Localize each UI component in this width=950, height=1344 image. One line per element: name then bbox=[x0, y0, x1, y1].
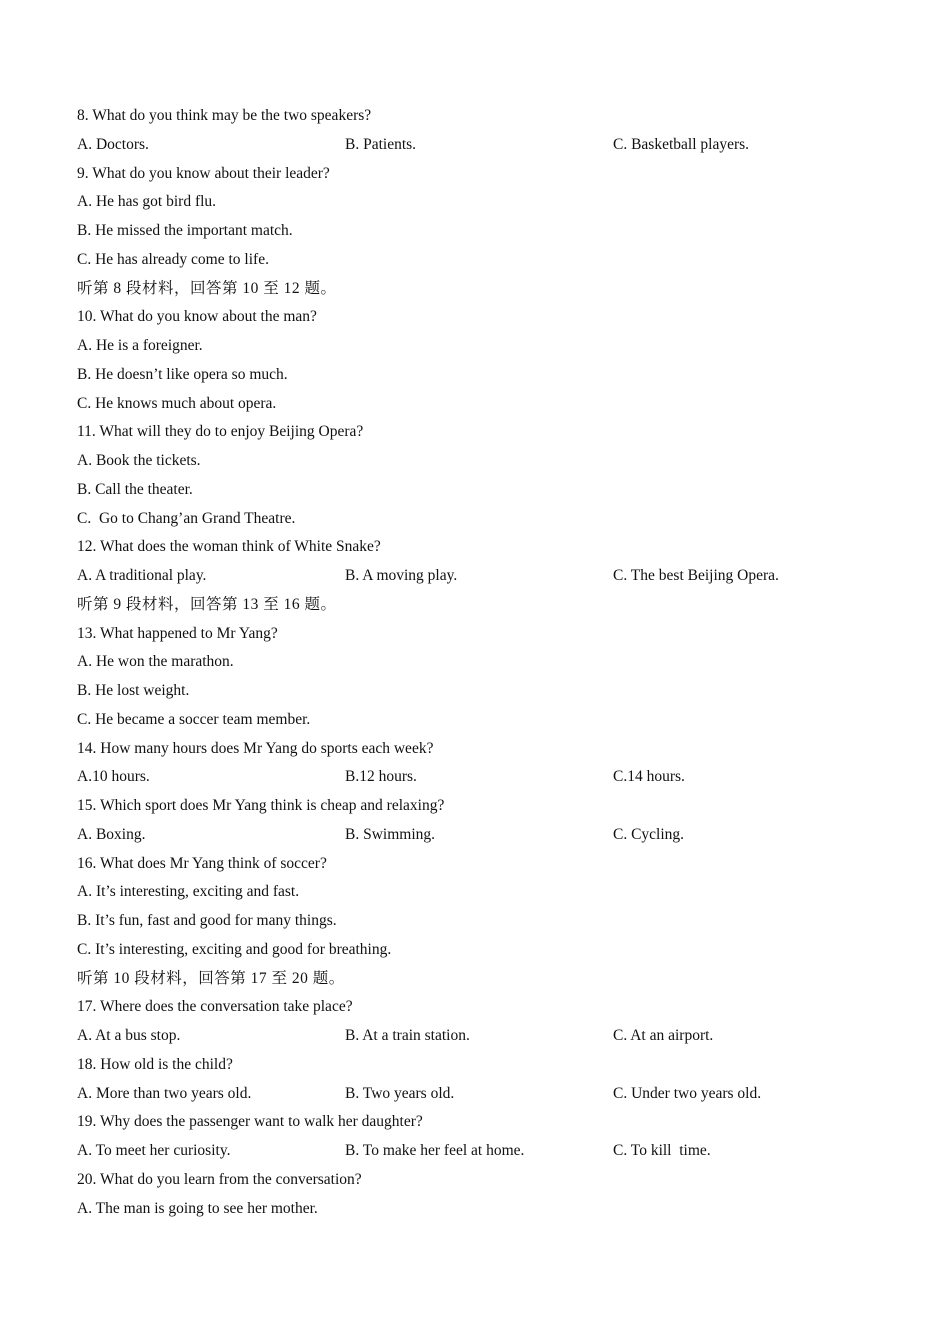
option-line: C. He became a soccer team member. bbox=[77, 710, 311, 728]
option-line: C. He knows much about opera. bbox=[77, 394, 277, 412]
question-text: 10. What do you know about the man? bbox=[77, 308, 317, 326]
option-b: B. A moving play. bbox=[345, 567, 458, 584]
option-a: A.10 hours. bbox=[77, 768, 150, 786]
question-text: 17. Where does the conversation take place? bbox=[77, 998, 353, 1016]
section-instruction: 听第 10 段材料，回答第 17 至 20 题。 bbox=[77, 969, 345, 987]
question-text: 20. What do you learn from the conversation? bbox=[77, 1170, 362, 1188]
question-text: 14. How many hours does Mr Yang do sports each week? bbox=[77, 739, 434, 757]
option-b: B. At a train station. bbox=[345, 1027, 470, 1044]
option-row bbox=[77, 562, 877, 591]
option-a: A. Doctors. bbox=[77, 135, 149, 153]
option-c: C. Cycling. bbox=[613, 825, 685, 843]
option-line: A. Book the tickets. bbox=[77, 452, 201, 469]
section-instruction: 听第 8 段材料，回答第 10 至 12 题。 bbox=[77, 279, 337, 297]
option-row bbox=[77, 1080, 877, 1109]
question-text: 11. What will they do to enjoy Beijing Opera? bbox=[77, 423, 364, 441]
option-b: B. Swimming. bbox=[345, 825, 436, 843]
option-c: C. Basketball players. bbox=[613, 135, 750, 153]
option-b: B. Patients. bbox=[345, 135, 417, 153]
option-line: A. He won the marathon. bbox=[77, 653, 234, 671]
option-a: A. To meet her curiosity. bbox=[77, 1142, 231, 1159]
option-line: A. He has got bird flu. bbox=[77, 193, 217, 211]
option-line: A. It’s interesting, exciting and fast. bbox=[77, 883, 300, 901]
option-line: C. He has already come to life. bbox=[77, 250, 269, 268]
question-text: 18. How old is the child? bbox=[77, 1055, 233, 1073]
question-text: 13. What happened to Mr Yang? bbox=[77, 624, 278, 642]
option-a: A. More than two years old. bbox=[77, 1084, 252, 1102]
option-row bbox=[77, 763, 877, 792]
option-line: A. The man is going to see her mother. bbox=[77, 1199, 318, 1217]
section-instruction: 听第 9 段材料，回答第 13 至 16 题。 bbox=[77, 595, 337, 613]
question-text: 12. What does the woman think of White Snake? bbox=[77, 538, 381, 556]
option-line: C. Go to Chang’an Grand Theatre. bbox=[77, 509, 296, 527]
option-b: B. To make her feel at home. bbox=[345, 1142, 525, 1159]
option-c: C. At an airport. bbox=[613, 1027, 714, 1044]
option-row bbox=[77, 1137, 877, 1166]
option-c: C. Under two years old. bbox=[613, 1084, 762, 1102]
option-b: B.12 hours. bbox=[345, 768, 417, 786]
question-text: 15. Which sport does Mr Yang think is cheap and relaxing? bbox=[77, 797, 445, 814]
option-b: B. Two years old. bbox=[345, 1084, 455, 1102]
option-c: C. The best Beijing Opera. bbox=[613, 567, 779, 584]
option-c: C.14 hours. bbox=[613, 768, 685, 786]
option-line: B. It’s fun, fast and good for many things. bbox=[77, 912, 337, 929]
option-line: B. He doesn’t like opera so much. bbox=[77, 365, 288, 383]
option-line: B. Call the theater. bbox=[77, 480, 193, 498]
question-text: 16. What does Mr Yang think of soccer? bbox=[77, 854, 327, 872]
question-text: 9. What do you know about their leader? bbox=[77, 164, 330, 182]
exam-page bbox=[77, 102, 877, 1223]
question-text: 19. Why does the passenger want to walk her daughter? bbox=[77, 1113, 423, 1131]
option-line: B. He lost weight. bbox=[77, 682, 190, 699]
option-a: A. A traditional play. bbox=[77, 567, 207, 584]
option-c: C. To kill time. bbox=[613, 1142, 711, 1159]
option-row bbox=[77, 821, 877, 850]
option-a: A. Boxing. bbox=[77, 825, 146, 843]
option-a: A. At a bus stop. bbox=[77, 1027, 181, 1044]
option-line: C. It’s interesting, exciting and good for breathing. bbox=[77, 940, 392, 958]
option-row bbox=[77, 131, 877, 160]
option-row bbox=[77, 1022, 877, 1051]
option-line: A. He is a foreigner. bbox=[77, 337, 203, 354]
option-line: B. He missed the important match. bbox=[77, 222, 293, 239]
question-text: 8. What do you think may be the two speakers? bbox=[77, 107, 372, 124]
